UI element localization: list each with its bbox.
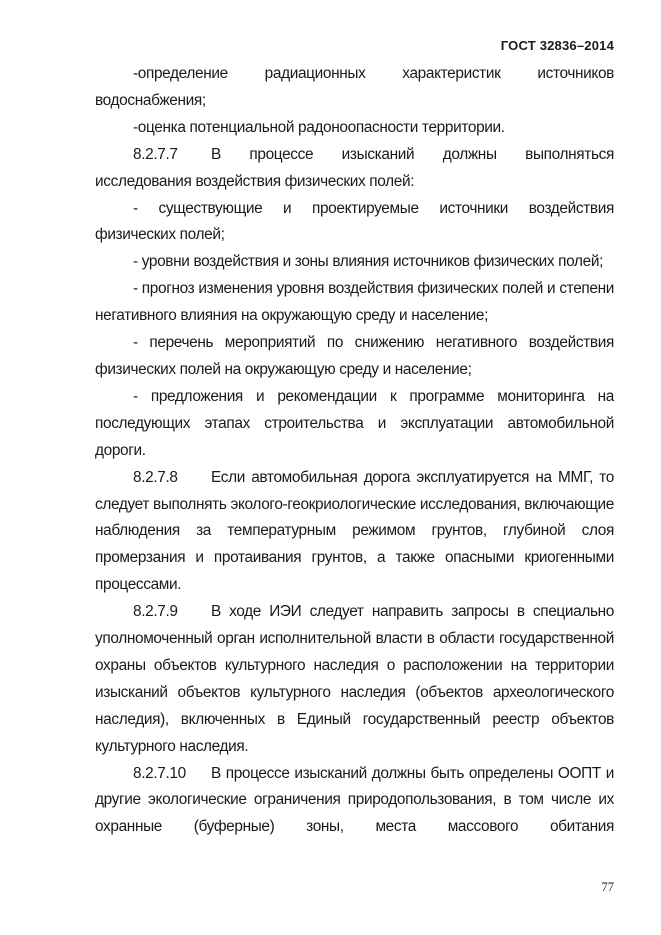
clause-number: 8.2.7.7	[133, 145, 178, 163]
clause-paragraph	[95, 142, 614, 196]
list-item: - уровни воздействия и зоны влияния источников физических полей;	[133, 253, 604, 271]
list-item: - перечень мероприятий по снижению негативного воздействия физических полей на окружающую среду и население;	[95, 334, 614, 378]
paragraph: -определение радиационных характеристик источников водоснабжения;	[95, 65, 614, 109]
paragraph: -оценка потенциальной радоноопасности территории.	[133, 118, 505, 136]
list-item: - прогноз изменения уровня воздействия физических полей и степени негативного влияния на окружающую среду и население;	[95, 280, 614, 325]
page-number: 77	[601, 880, 614, 894]
clause-paragraph	[95, 599, 614, 760]
clause-text: В ходе ИЭИ следует направить запросы в специально уполномоченный орган исполнительной власти в области государственной охраны объектов культурного наследия о расположении на территории изысканий объектов культурного наследия (объектов археологического наследия), включенных в Единый государственный реестр объектов культурного наследия.	[95, 603, 614, 755]
list-item: - предложения и рекомендации к программе мониторинга на последующих этапах строительства и эксплуатации автомобильной дороги.	[95, 387, 614, 459]
clause-text: В процессе изысканий должны выполняться исследования воздействия физических полей:	[95, 145, 614, 190]
document-body	[95, 61, 614, 841]
clause-number: 8.2.7.8	[133, 468, 178, 486]
list-item: - существующие и проектируемые источники воздействия физических полей;	[95, 199, 614, 244]
document-code-header: ГОСТ 32836–2014	[500, 38, 614, 53]
clause-number: 8.2.7.10	[133, 764, 186, 782]
clause-number: 8.2.7.9	[133, 603, 178, 621]
clause-text: В процессе изысканий должны быть определены ООПТ и другие экологические ограничения природопользования, в том числе их охранные (буферные) зоны, места массового обитания	[95, 764, 614, 836]
clause-paragraph	[95, 761, 614, 842]
clause-paragraph	[95, 465, 614, 600]
clause-text: Если автомобильная дорога эксплуатируется на ММГ, то следует выполнять эколого-геокриологические исследования, включающие наблюдения за температурным режимом грунтов, глубиной слоя промерзания и протаивания грунтов, а также опасными криогенными процессами.	[95, 468, 614, 594]
